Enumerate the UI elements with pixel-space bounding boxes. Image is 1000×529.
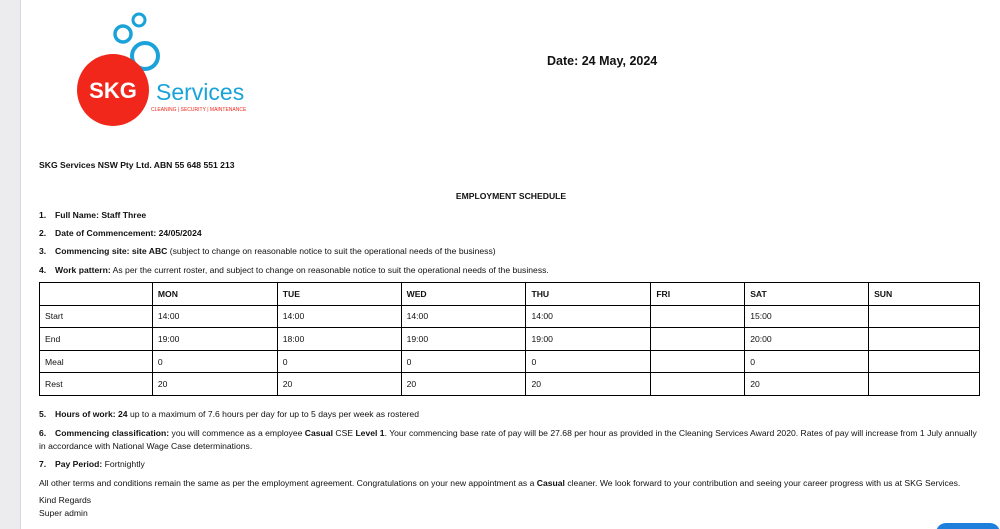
floating-action-button[interactable] <box>936 523 1000 529</box>
table-cell: 15:00 <box>745 305 869 328</box>
header-cell: THU <box>526 283 651 306</box>
table-cell: 0 <box>745 350 869 373</box>
item-value: Staff Three <box>98 210 147 220</box>
logo-name: Services <box>156 79 245 105</box>
table-cell: 19:00 <box>401 328 526 351</box>
schedule-row-meal <box>40 350 980 373</box>
classification-level: Level 1 <box>355 428 385 438</box>
item-number: 3. <box>39 246 47 256</box>
item-number: 5. <box>39 409 47 419</box>
table-cell <box>869 373 980 396</box>
item-work-pattern <box>39 265 549 275</box>
table-cell: 20 <box>152 373 277 396</box>
item-label: Work pattern: <box>55 265 111 275</box>
item-hours-of-work <box>39 409 419 419</box>
table-cell <box>651 305 745 328</box>
item-pay-period <box>39 459 145 469</box>
employment-type: Casual <box>304 428 333 438</box>
company-line: SKG Services NSW Pty Ltd. ABN 55 648 551 213 <box>39 160 235 170</box>
table-cell: 0 <box>152 350 277 373</box>
table-cell: 14:00 <box>277 305 401 328</box>
item-number: 2. <box>39 228 47 238</box>
header-cell <box>40 283 153 306</box>
item-text: you will commence as a employee <box>169 428 305 438</box>
table-cell <box>651 373 745 396</box>
item-value: up to a maximum of 7.6 hours per day for up to 5 days per week as rostered <box>127 409 419 419</box>
table-cell: 20:00 <box>745 328 869 351</box>
header-cell: WED <box>401 283 526 306</box>
item-commencing-site <box>39 246 496 256</box>
item-value-bold: site ABC <box>129 246 168 256</box>
table-cell <box>651 350 745 373</box>
table-cell: 20 <box>277 373 401 396</box>
logo-brand: SKG <box>89 78 137 103</box>
table-cell: 20 <box>401 373 526 396</box>
table-cell: 0 <box>526 350 651 373</box>
schedule-row-end <box>40 328 980 351</box>
item-text: CSE <box>332 428 356 438</box>
table-cell <box>651 328 745 351</box>
header-cell: SUN <box>869 283 980 306</box>
header-cell: MON <box>152 283 277 306</box>
item-number: 4. <box>39 265 47 275</box>
item-number: 1. <box>39 210 47 220</box>
table-cell: 14:00 <box>401 305 526 328</box>
item-number: 6. <box>39 428 47 438</box>
item-label: Date of Commencement: <box>55 228 157 238</box>
item-label: Hours of work: <box>55 409 116 419</box>
table-cell: 18:00 <box>277 328 401 351</box>
header-cell: SAT <box>745 283 869 306</box>
signer-name: Super admin <box>39 508 88 518</box>
item-value: 24/05/2024 <box>156 228 202 238</box>
item-value: As per the current roster, and subject to change on reasonable notice to suit the operational needs of the business. <box>110 265 549 275</box>
table-cell: 19:00 <box>526 328 651 351</box>
item-commencing-classification <box>39 427 984 452</box>
table-cell: 0 <box>401 350 526 373</box>
schedule-row-start <box>40 305 980 328</box>
schedule-header-row <box>40 283 980 306</box>
item-label: Commencing classification: <box>55 428 170 438</box>
table-cell: 19:00 <box>152 328 277 351</box>
header-cell: TUE <box>277 283 401 306</box>
logo-bubble-medium <box>115 26 131 42</box>
item-value: (subject to change on reasonable notice to suit the operational needs of the business) <box>167 246 496 256</box>
closing-text: cleaner. We look forward to your contribution and seeing your career progress with us at SKG Services. <box>564 478 961 488</box>
table-cell: 0 <box>277 350 401 373</box>
sign-off: Kind Regards <box>39 495 92 505</box>
table-cell <box>869 350 980 373</box>
closing-text: All other terms and conditions remain the same as per the employment agreement. Congratulations on your new appointment as a <box>39 478 537 488</box>
logo-tagline: CLEANING | SECURITY | MAINTENANCE <box>151 107 247 113</box>
logo-bubble-small <box>133 14 145 26</box>
item-label: Pay Period: <box>55 459 103 469</box>
closing-employment-type: Casual <box>536 478 565 488</box>
schedule-table <box>39 282 980 396</box>
item-commencement-date <box>39 228 202 238</box>
document-date: Date: 24 May, 2024 <box>547 54 658 68</box>
document-page <box>20 0 1000 529</box>
row-label: Start <box>40 305 153 328</box>
table-cell: 20 <box>745 373 869 396</box>
row-label: End <box>40 328 153 351</box>
item-value-bold: 24 <box>115 409 128 419</box>
header-cell: FRI <box>651 283 745 306</box>
skg-logo <box>57 12 257 130</box>
item-label: Full Name: <box>55 210 99 220</box>
item-number: 7. <box>39 459 47 469</box>
item-text: . Your commencing base rate of pay will be 27.68 per hour as provided in the Cleaning Services Award 2020. Rates of pay will increase from 1 July annually in accordance with National Wage Case determinations. <box>39 428 977 451</box>
item-full-name <box>39 210 146 220</box>
row-label: Rest <box>40 373 153 396</box>
item-value: Fortnightly <box>102 459 145 469</box>
table-cell <box>869 328 980 351</box>
document-title: EMPLOYMENT SCHEDULE <box>455 191 567 201</box>
item-label: Commencing site: <box>55 246 130 256</box>
row-label: Meal <box>40 350 153 373</box>
schedule-row-rest <box>40 373 980 396</box>
table-cell <box>869 305 980 328</box>
table-cell: 14:00 <box>152 305 277 328</box>
table-cell: 20 <box>526 373 651 396</box>
table-cell: 14:00 <box>526 305 651 328</box>
closing-paragraph <box>39 477 984 490</box>
